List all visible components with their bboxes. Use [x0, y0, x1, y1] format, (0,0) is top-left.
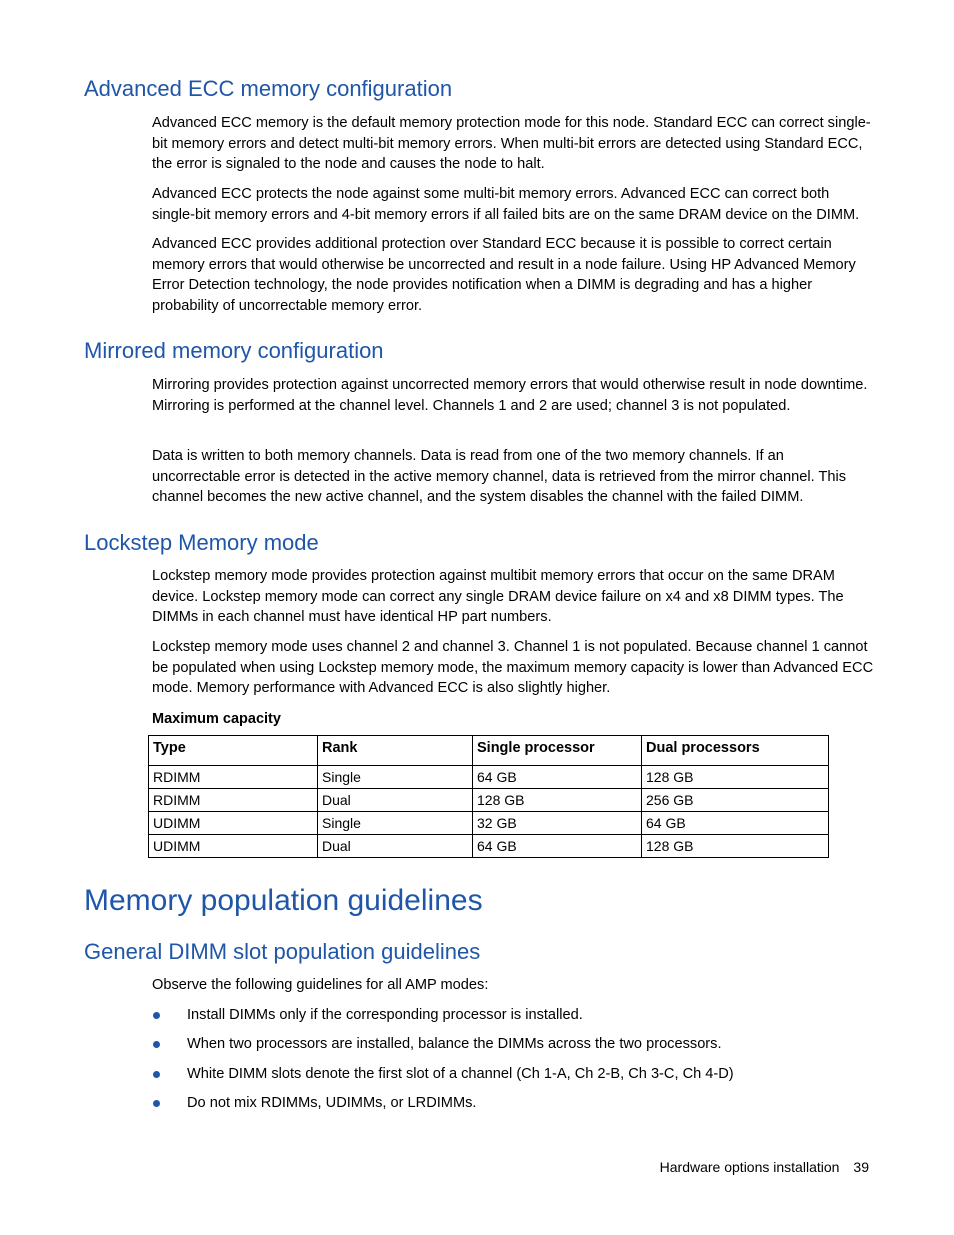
paragraph-intro: Observe the following guidelines for all AMP modes: — [152, 977, 489, 993]
table-header-cell: Single processor — [473, 736, 642, 766]
list-item-text: Install DIMMs only if the corresponding processor is installed. — [187, 1007, 583, 1023]
bullet-icon — [153, 1100, 160, 1107]
table-cell: UDIMM — [149, 835, 318, 858]
table-row — [149, 789, 829, 812]
maximum-capacity-table — [148, 735, 829, 858]
table-cell: Dual — [318, 789, 473, 812]
table-header-row — [149, 736, 829, 766]
table-caption: Maximum capacity — [152, 711, 281, 727]
table-cell: UDIMM — [149, 812, 318, 835]
page-number: 39 — [853, 1159, 869, 1175]
list-item-text: White DIMM slots denote the first slot of a channel (Ch 1-A, Ch 2-B, Ch 3-C, Ch 4-D) — [187, 1065, 734, 1082]
bullet-icon — [153, 1041, 160, 1048]
paragraph: Advanced ECC provides additional protection over Standard ECC because it is possible to correct certain memory errors that would otherwise be uncorrected and result in a node failure. Using HP Advanced Memory Error Detection technology, the node provides notification when a DIMM is degrading and has a higher probability of uncorrectable memory error. — [152, 236, 856, 314]
table-cell: 256 GB — [642, 789, 829, 812]
table-cell: RDIMM — [149, 766, 318, 789]
table-header-cell: Type — [149, 736, 318, 766]
list-item-text: Do not mix RDIMMs, UDIMMs, or LRDIMMs. — [187, 1094, 477, 1111]
table-row — [149, 812, 829, 835]
paragraph: Lockstep memory mode provides protection against multibit memory errors that occur on the same DRAM device. Lockstep memory mode can correct any single DRAM device failure on x4 and x8 DIMM types. The DIMMs in each channel must have identical HP part numbers. — [152, 568, 844, 626]
paragraph: Advanced ECC protects the node against some multi-bit memory errors. Advanced ECC can correct both single-bit memory errors and 4-bit memory errors if all failed bits are on the same DRAM device on the DIMM. — [152, 186, 860, 223]
table-cell: Single — [318, 812, 473, 835]
heading-advanced-ecc: Advanced ECC memory configuration — [84, 76, 453, 101]
paragraph: Data is written to both memory channels. Data is read from one of the two memory channels. If an uncorrectable error is detected in the active memory channel, data is retrieved from the mirror channel. This channel becomes the new active channel, and the system disables the channel with the failed DIMM. — [152, 448, 847, 506]
list-item — [152, 1033, 872, 1062]
paragraph: Advanced ECC memory is the default memory protection mode for this node. Standard ECC can correct single-bit memory errors and detect multi-bit memory errors. When multi-bit errors are detected using Standard ECC, the error is signaled to the node and causes the node to halt. — [152, 115, 871, 173]
heading-lockstep-memory: Lockstep Memory mode — [84, 530, 319, 555]
list-item-text: When two processors are installed, balance the DIMMs across the two processors. — [187, 1036, 722, 1053]
paragraph: Lockstep memory mode uses channel 2 and channel 3. Channel 1 is not populated. Because channel 1 cannot be populated when using Lockstep memory mode, the maximum memory capacity is lower than Advanced ECC mode. Memory performance with Advanced ECC is also slightly higher. — [152, 639, 874, 697]
bullet-icon — [153, 1012, 160, 1019]
table-cell: 128 GB — [642, 835, 829, 858]
table-cell: 128 GB — [473, 789, 642, 812]
table-cell: 64 GB — [642, 812, 829, 835]
table-header-cell: Rank — [318, 736, 473, 766]
table-cell: 64 GB — [473, 766, 642, 789]
table-cell: 128 GB — [642, 766, 829, 789]
paragraph: Mirroring provides protection against uncorrected memory errors that would otherwise result in node downtime. Mirroring is performed at the channel level. Channels 1 and 2 are used; channel 3 is not populated. — [152, 377, 868, 414]
footer-section-title: Hardware options installation — [659, 1159, 840, 1175]
list-item — [152, 1063, 872, 1092]
table-cell: RDIMM — [149, 789, 318, 812]
page-title-memory-population: Memory population guidelines — [84, 884, 483, 917]
bullet-icon — [153, 1071, 160, 1078]
heading-general-dimm-slot: General DIMM slot population guidelines — [84, 939, 481, 964]
table-cell: 32 GB — [473, 812, 642, 835]
list-item — [152, 1004, 872, 1033]
list-item — [152, 1092, 872, 1121]
page-footer — [660, 1157, 869, 1177]
table-header-cell: Dual processors — [642, 736, 829, 766]
table-cell: Dual — [318, 835, 473, 858]
guidelines-list — [152, 1004, 872, 1121]
table-row — [149, 835, 829, 858]
table-cell: 64 GB — [473, 835, 642, 858]
table-cell: Single — [318, 766, 473, 789]
table-row — [149, 766, 829, 789]
heading-mirrored-memory: Mirrored memory configuration — [84, 338, 384, 363]
